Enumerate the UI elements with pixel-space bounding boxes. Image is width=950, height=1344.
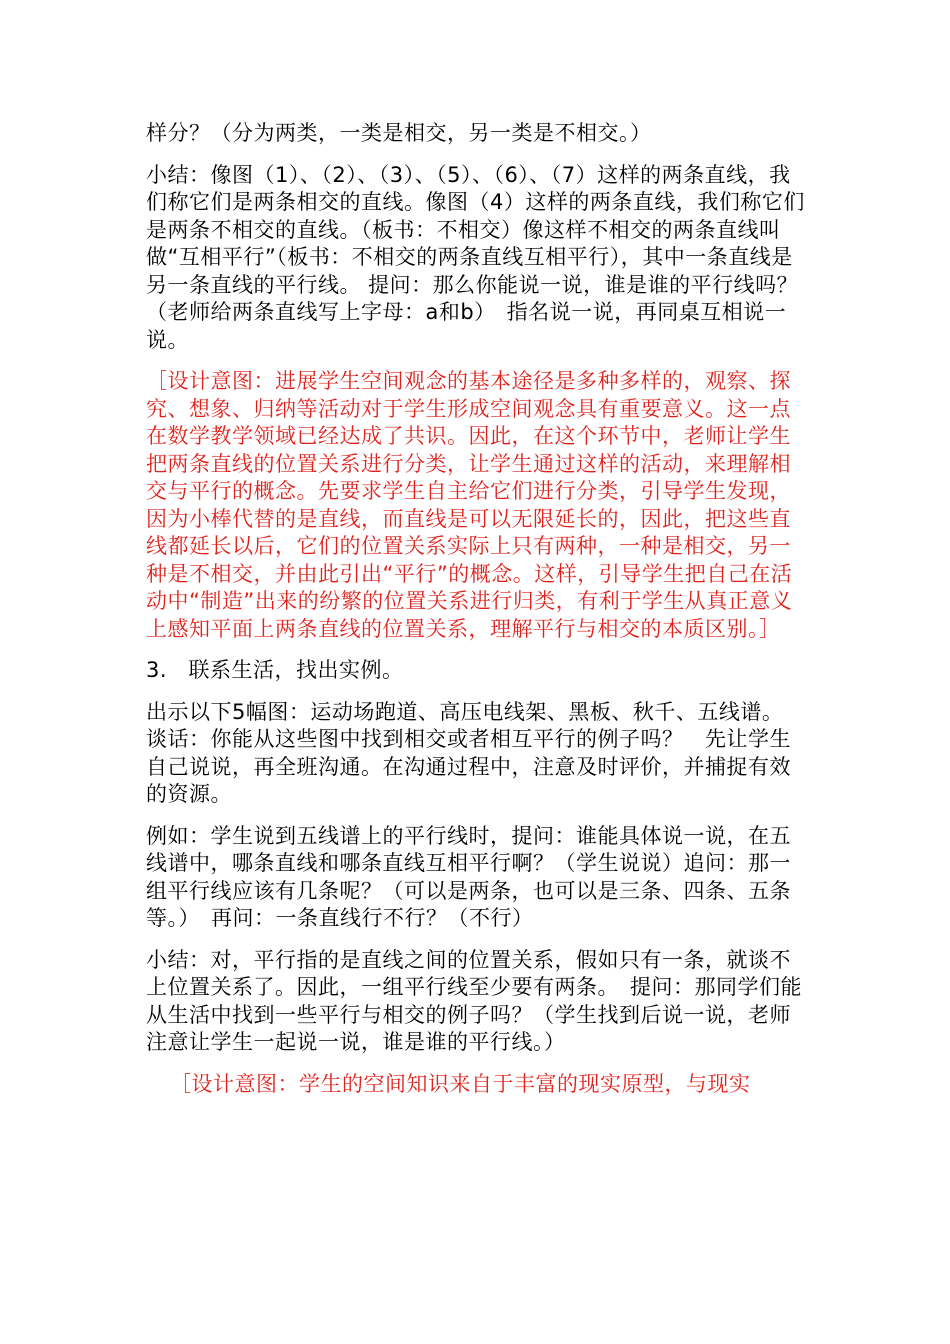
paragraph-show-images: 出示以下5幅图：运动场跑道、高压电线架、黑板、秋千、五线谱。 谈话：你能从这些图中找到相交或者相互平行的例子吗？ 先让学生自己说说，再全班沟通。在沟通过程中，注意及时评价，并捕捉有效的资源。 bbox=[146, 699, 791, 806]
paragraph-summary-two-lines: 小结：对，平行指的是直线之间的位置关系，假如只有一条，就谈不上位置关系了。因此，一组平行线至少要有两条。 提问：那同学们能从生活中找到一些平行与相交的例子吗？（学生找到后说一说，老师注意让学生一起说一说，谁是谁的平行线。） bbox=[146, 947, 802, 1054]
paragraph-classification-question: 样分？（分为两类，一类是相交，另一类是不相交。） bbox=[146, 121, 652, 145]
paragraph-design-intent-2: ［设计意图：学生的空间知识来自于丰富的现实原型，与现实 bbox=[170, 1071, 751, 1096]
paragraph-example-staff: 例如：学生说到五线谱上的平行线时，提问：谁能具体说一说，在五线谱中，哪条直线和哪条直线互相平行啊？（学生说说）追问：那一组平行线应该有几条呢？（可以是两条，也可以是三条、四条、五条等。） 再问：一条直线行不行？（不行） bbox=[146, 823, 791, 930]
paragraph-summary-parallel: 小结：像图（1）、（2）、（3）、（5）、（6）、（7）这样的两条直线，我们称它们是两条相交的直线。像图（4）这样的两条直线，我们称它们是两条不相交的直线。（板书：不相交）像这样不相交的两条直线叫做“互相平行”（板书：不相交的两条直线互相平行），其中一条直线是另一条直线的平行线。 提问：那么你能说一说，谁是谁的平行线吗？（老师给两条直线写上字母：a和b） 指名说一说，再同桌互相说一说。 bbox=[146, 162, 805, 352]
paragraph-step-3-heading: 3. 联系生活，找出实例。 bbox=[146, 658, 404, 682]
paragraph-design-intent-1: ［设计意图：进展学生空间观念的基本途径是多种多样的，观察、探究、想象、归纳等活动对于学生形成空间观念具有重要意义。这一点在数学教学领域已经达成了共识。因此，在这个环节中，老师让学生把两条直线的位置关系进行分类，让学生通过这样的活动，来理解相交与平行的概念。先要求学生自主给它们进行分类，引导学生发现，因为小棒代替的是直线，而直线是可以无限延长的，因此，把这些直线都延长以后，它们的位置关系实际上只有两种，一种是相交，另一种是不相交，并由此引出“平行”的概念。这样，引导学生把自己在活动中“制造”出来的纷繁的位置关系进行归类，有利于学生从真正意义上感知平面上两条直线的位置关系，理解平行与相交的本质区别。］ bbox=[146, 369, 793, 641]
document-body bbox=[146, 120, 811, 1112]
